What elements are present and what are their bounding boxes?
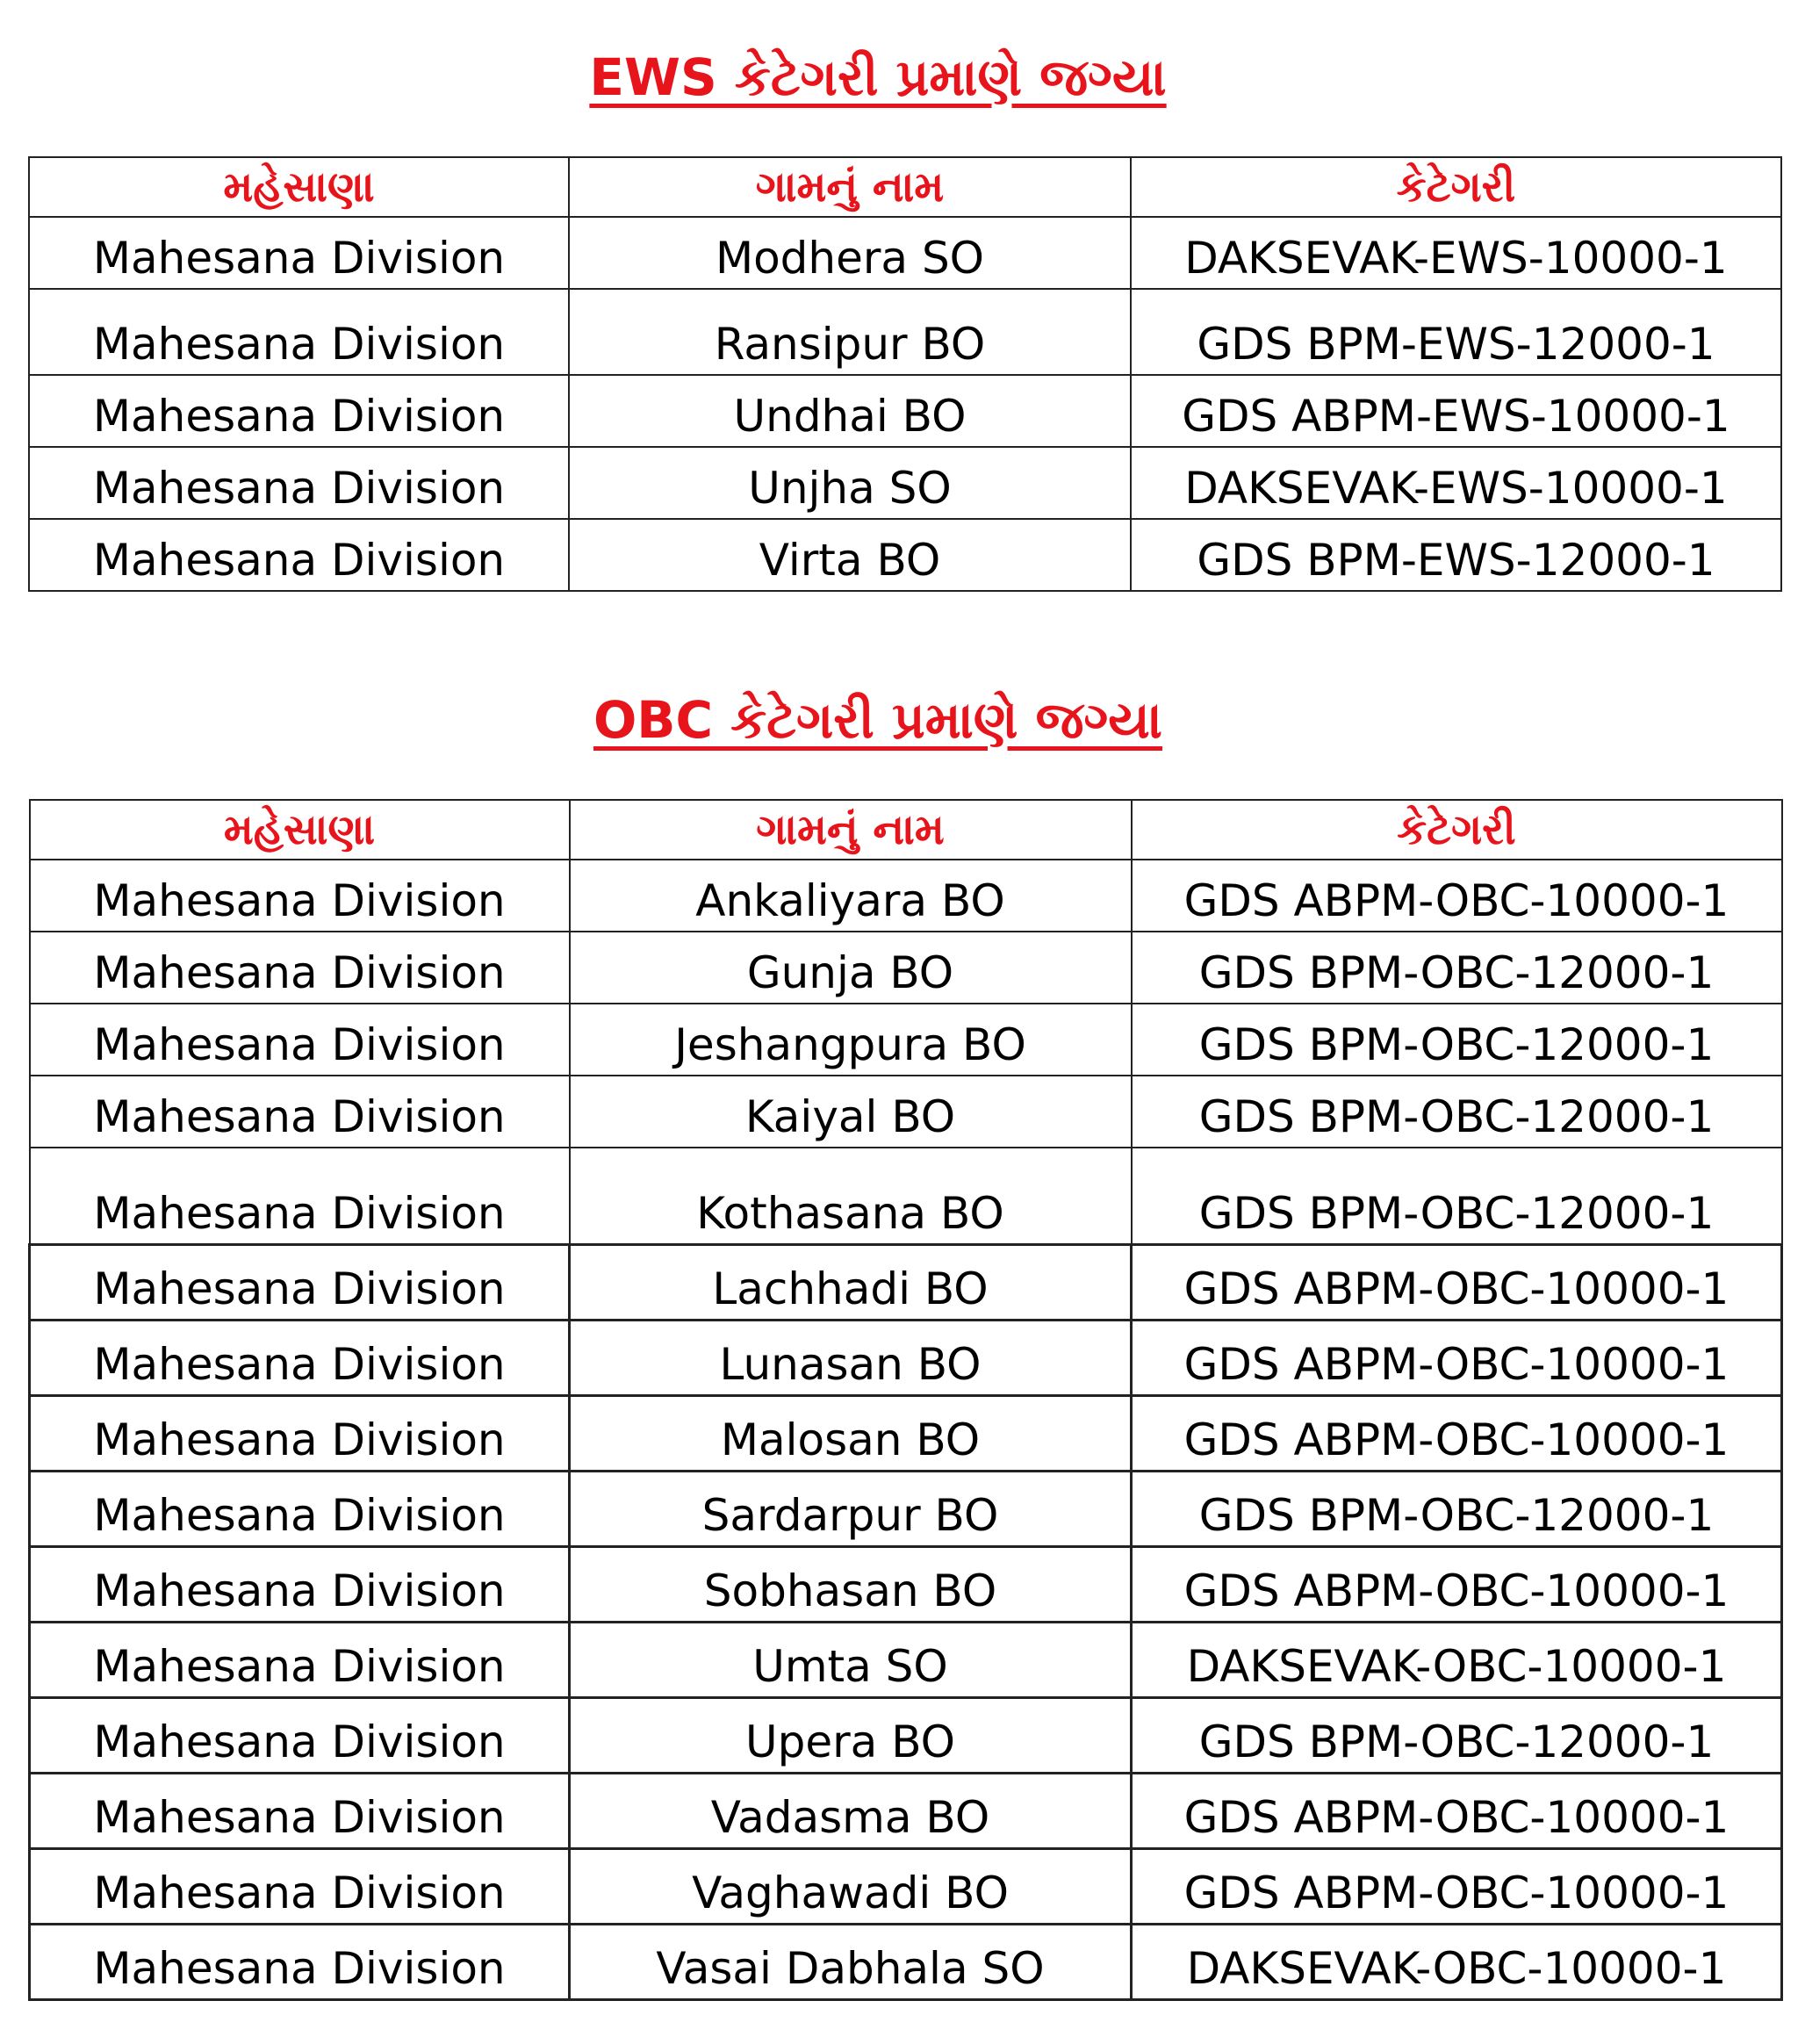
village-cell: Upera BO bbox=[570, 1698, 1132, 1774]
category-cell: GDS ABPM-OBC-10000-1 bbox=[1132, 1849, 1782, 1925]
category-cell: GDS BPM-OBC-12000-1 bbox=[1132, 932, 1782, 1004]
obc-table bbox=[28, 799, 1783, 2001]
category-cell: GDS BPM-OBC-12000-1 bbox=[1132, 1076, 1782, 1148]
table-row bbox=[30, 1076, 1782, 1148]
category-cell: GDS BPM-OBC-12000-1 bbox=[1132, 1698, 1782, 1774]
category-cell: DAKSEVAK-EWS-10000-1 bbox=[1131, 217, 1781, 289]
village-cell: Gunja BO bbox=[570, 932, 1132, 1004]
division-cell: Mahesana Division bbox=[30, 1245, 570, 1321]
table-row bbox=[29, 289, 1781, 375]
table-row bbox=[30, 1849, 1782, 1925]
table-row bbox=[30, 1245, 1782, 1321]
village-cell: Lachhadi BO bbox=[570, 1245, 1132, 1321]
category-cell: GDS BPM-OBC-12000-1 bbox=[1132, 1472, 1782, 1547]
village-cell: Ankaliyara BO bbox=[570, 860, 1132, 932]
table-row bbox=[30, 1623, 1782, 1698]
table-row bbox=[29, 375, 1781, 447]
division-cell: Mahesana Division bbox=[30, 1774, 570, 1849]
header-district: મહેસાણા bbox=[29, 157, 569, 217]
category-cell: GDS BPM-EWS-12000-1 bbox=[1131, 289, 1781, 375]
category-cell: GDS ABPM-OBC-10000-1 bbox=[1132, 1321, 1782, 1396]
obc-section-title: OBC કેટેગરી પ્રમાણે જગ્યા bbox=[593, 690, 1162, 750]
table-row bbox=[30, 1472, 1782, 1547]
village-cell: Sardarpur BO bbox=[570, 1472, 1132, 1547]
category-cell: GDS BPM-OBC-12000-1 bbox=[1132, 1148, 1782, 1245]
header-village-name: ગામનું નામ bbox=[570, 800, 1132, 860]
division-cell: Mahesana Division bbox=[30, 1396, 570, 1472]
village-cell: Umta SO bbox=[570, 1623, 1132, 1698]
table-row bbox=[30, 1698, 1782, 1774]
division-cell: Mahesana Division bbox=[29, 375, 569, 447]
table-row bbox=[30, 1925, 1782, 2000]
category-cell: DAKSEVAK-OBC-10000-1 bbox=[1132, 1925, 1782, 2000]
division-cell: Mahesana Division bbox=[30, 1148, 570, 1245]
division-cell: Mahesana Division bbox=[29, 217, 569, 289]
division-cell: Mahesana Division bbox=[30, 1849, 570, 1925]
category-cell: DAKSEVAK-EWS-10000-1 bbox=[1131, 447, 1781, 519]
village-cell: Vaghawadi BO bbox=[570, 1849, 1132, 1925]
ews-header-row bbox=[29, 157, 1781, 217]
header-category: કેટેગરી bbox=[1132, 800, 1782, 860]
category-cell: GDS ABPM-OBC-10000-1 bbox=[1132, 1547, 1782, 1623]
village-cell: Unjha SO bbox=[569, 447, 1131, 519]
obc-header-row bbox=[30, 800, 1782, 860]
category-cell: GDS ABPM-OBC-10000-1 bbox=[1132, 1396, 1782, 1472]
village-cell: Modhera SO bbox=[569, 217, 1131, 289]
table-row bbox=[30, 1396, 1782, 1472]
category-cell: GDS ABPM-OBC-10000-1 bbox=[1132, 1245, 1782, 1321]
table-row bbox=[30, 1547, 1782, 1623]
division-cell: Mahesana Division bbox=[30, 1472, 570, 1547]
ews-table bbox=[28, 156, 1782, 592]
category-cell: GDS ABPM-EWS-10000-1 bbox=[1131, 375, 1781, 447]
division-cell: Mahesana Division bbox=[29, 447, 569, 519]
division-cell: Mahesana Division bbox=[30, 1004, 570, 1076]
table-row bbox=[30, 932, 1782, 1004]
division-cell: Mahesana Division bbox=[30, 1925, 570, 2000]
header-district: મહેસાણા bbox=[30, 800, 570, 860]
category-cell: GDS BPM-OBC-12000-1 bbox=[1132, 1004, 1782, 1076]
category-cell: DAKSEVAK-OBC-10000-1 bbox=[1132, 1623, 1782, 1698]
village-cell: Virta BO bbox=[569, 519, 1131, 591]
table-row bbox=[30, 1321, 1782, 1396]
division-cell: Mahesana Division bbox=[30, 1321, 570, 1396]
village-cell: Ransipur BO bbox=[569, 289, 1131, 375]
header-category: કેટેગરી bbox=[1131, 157, 1781, 217]
village-cell: Sobhasan BO bbox=[570, 1547, 1132, 1623]
division-cell: Mahesana Division bbox=[29, 289, 569, 375]
header-village-name: ગામનું નામ bbox=[569, 157, 1131, 217]
table-row bbox=[29, 217, 1781, 289]
table-row bbox=[30, 1774, 1782, 1849]
category-cell: GDS ABPM-OBC-10000-1 bbox=[1132, 860, 1782, 932]
division-cell: Mahesana Division bbox=[30, 1623, 570, 1698]
village-cell: Jeshangpura BO bbox=[570, 1004, 1132, 1076]
division-cell: Mahesana Division bbox=[30, 932, 570, 1004]
table-row bbox=[29, 447, 1781, 519]
division-cell: Mahesana Division bbox=[30, 1547, 570, 1623]
division-cell: Mahesana Division bbox=[29, 519, 569, 591]
village-cell: Kothasana BO bbox=[570, 1148, 1132, 1245]
table-row bbox=[30, 1004, 1782, 1076]
village-cell: Malosan BO bbox=[570, 1396, 1132, 1472]
table-row bbox=[30, 860, 1782, 932]
village-cell: Kaiyal BO bbox=[570, 1076, 1132, 1148]
village-cell: Lunasan BO bbox=[570, 1321, 1132, 1396]
village-cell: Vasai Dabhala SO bbox=[570, 1925, 1132, 2000]
category-cell: GDS ABPM-OBC-10000-1 bbox=[1132, 1774, 1782, 1849]
division-cell: Mahesana Division bbox=[30, 860, 570, 932]
village-cell: Undhai BO bbox=[569, 375, 1131, 447]
table-row bbox=[29, 519, 1781, 591]
ews-section-title: EWS કેટેગરી પ્રમાણે જગ્યા bbox=[589, 47, 1167, 107]
division-cell: Mahesana Division bbox=[30, 1698, 570, 1774]
category-cell: GDS BPM-EWS-12000-1 bbox=[1131, 519, 1781, 591]
village-cell: Vadasma BO bbox=[570, 1774, 1132, 1849]
division-cell: Mahesana Division bbox=[30, 1076, 570, 1148]
table-row bbox=[30, 1148, 1782, 1245]
